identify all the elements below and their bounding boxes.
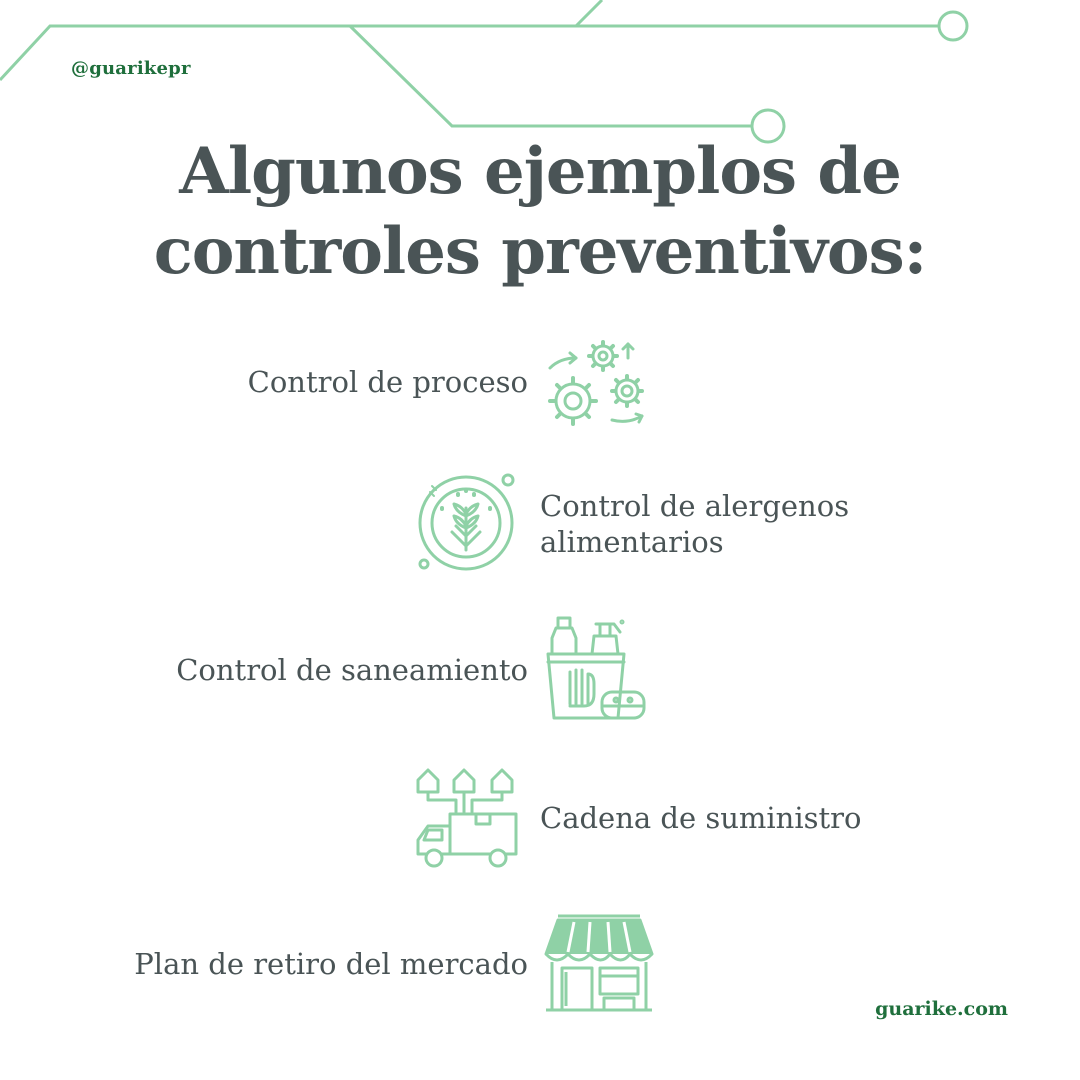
title-line-1: Algunos ejemplos de xyxy=(179,134,901,209)
item-label-control-de-saneamiento: Control de saneamiento xyxy=(176,653,528,687)
title-line-2: controles preventivos: xyxy=(153,214,927,289)
item-label-cadena-de-suministro: Cadena de suministro xyxy=(540,801,862,835)
item-label-line-1: Control de alergenos xyxy=(540,489,850,523)
page-title xyxy=(0,132,1080,292)
cleaning-supplies-icon xyxy=(544,614,650,724)
delivery-truck-icon xyxy=(412,766,522,870)
item-label-plan-de-retiro: Plan de retiro del mercado xyxy=(134,947,528,981)
social-handle: @guarikepr xyxy=(71,58,191,79)
item-label-control-de-alergenos xyxy=(540,488,849,560)
item-label-control-de-proceso: Control de proceso xyxy=(247,365,528,399)
storefront-icon xyxy=(544,910,654,1014)
allergen-icon xyxy=(412,468,522,578)
item-label-line-2: alimentarios xyxy=(540,525,724,559)
website-link[interactable]: guarike.com xyxy=(875,998,1008,1020)
gears-icon xyxy=(540,336,650,431)
